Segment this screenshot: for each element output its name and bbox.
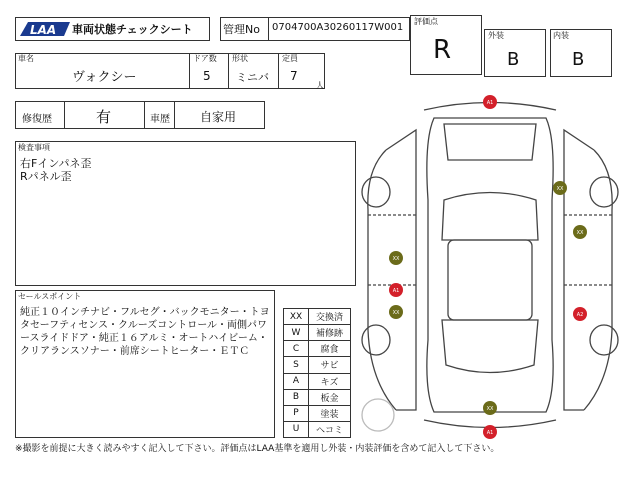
shape-label: 形状 <box>232 54 248 63</box>
management-number: 0704700A30260117W001 <box>272 22 404 33</box>
damage-mark <box>389 251 403 265</box>
damage-mark <box>573 307 587 321</box>
damage-mark <box>389 305 403 319</box>
legend-meaning: キズ <box>309 373 351 389</box>
damage-mark-code: A1 <box>486 100 494 106</box>
exterior-value: B <box>507 49 520 70</box>
legend-code: B <box>284 389 309 405</box>
damage-mark <box>483 425 497 439</box>
legend-meaning: 腐食 <box>309 341 351 357</box>
legend-code: S <box>284 357 309 373</box>
divider <box>174 101 175 129</box>
exterior-label: 外装 <box>488 31 504 40</box>
divider <box>144 101 145 129</box>
car-diagram <box>356 90 624 440</box>
management-label: 管理No <box>223 23 260 36</box>
usage-value: 自家用 <box>200 110 237 124</box>
legend-code: C <box>284 341 309 357</box>
footer-note: ※撮影を前提に大きく読みやすく記入して下さい。評価点はLAA基準を適用し外装・内装評価を含めて記入して下さい。 <box>15 444 500 454</box>
logo-text: LAA <box>30 23 57 37</box>
score-value: R <box>433 35 452 65</box>
legend-row <box>284 357 351 373</box>
legend-row <box>284 421 351 437</box>
divider <box>268 17 269 41</box>
legend-meaning: 交換済 <box>309 309 351 325</box>
legend-row <box>284 309 351 325</box>
shape-value: ミニバ <box>236 71 269 84</box>
doors-value: 5 <box>203 69 211 83</box>
damage-mark-code: A1 <box>392 288 400 294</box>
sales-points-label: セールスポイント <box>18 292 82 301</box>
damage-mark-code: A2 <box>576 312 584 318</box>
legend-meaning: 塗装 <box>309 405 351 421</box>
capacity-label: 定員 <box>282 54 298 63</box>
legend-code: A <box>284 373 309 389</box>
doors-label: ドア数 <box>193 54 217 63</box>
damage-mark <box>483 95 497 109</box>
damage-mark-code: XX <box>556 186 564 192</box>
laa-logo <box>18 20 72 38</box>
damage-mark-code: XX <box>486 406 494 412</box>
legend-code: W <box>284 325 309 341</box>
legend-meaning: 補修跡 <box>309 325 351 341</box>
legend-meaning: ヘコミ <box>309 421 351 437</box>
legend-row <box>284 405 351 421</box>
divider <box>278 53 279 89</box>
inspection-line: 右Fインパネ歪 <box>20 157 92 170</box>
repair-history-label: 修復歴 <box>22 114 52 125</box>
usage-label: 車歴 <box>150 114 170 125</box>
damage-mark-code: XX <box>392 310 400 316</box>
legend-code: XX <box>284 309 309 325</box>
divider <box>189 53 190 89</box>
interior-label: 内装 <box>553 31 569 40</box>
damage-mark <box>483 401 497 415</box>
car-name-label: 車名 <box>18 54 34 63</box>
legend-row <box>284 341 351 357</box>
legend-row <box>284 373 351 389</box>
damage-marks <box>389 95 587 439</box>
inspection-label: 検査事項 <box>18 143 50 152</box>
divider <box>228 53 229 89</box>
legend-row <box>284 389 351 405</box>
damage-mark-code: XX <box>576 230 584 236</box>
damage-mark <box>553 181 567 195</box>
inspection-line: Rパネル歪 <box>20 170 72 183</box>
sheet-title: 車両状態チェックシート <box>72 23 193 36</box>
capacity-value: 7 <box>290 69 298 83</box>
damage-mark-code: A1 <box>486 430 494 436</box>
repair-history-value: 有 <box>96 108 112 126</box>
sales-points-text: 純正１０インチナビ・フルセグ・バックモニター・トヨタセーフティセンス・クルーズコントロール・両側パワースライドドア・純正１６アルミ・オートハイビーム・クリアランスソナー・前席シートヒーター・ＥＴＣ <box>20 307 270 357</box>
interior-value: B <box>572 49 585 70</box>
damage-legend <box>283 308 351 438</box>
damage-mark <box>389 283 403 297</box>
legend-meaning: サビ <box>309 357 351 373</box>
legend-meaning: 板金 <box>309 389 351 405</box>
legend-code: P <box>284 405 309 421</box>
capacity-unit: 人 <box>316 81 324 90</box>
score-label: 評価点 <box>414 17 438 26</box>
divider <box>64 101 65 129</box>
inspection-notes <box>20 157 92 183</box>
damage-mark <box>573 225 587 239</box>
damage-mark-code: XX <box>392 256 400 262</box>
legend-code: U <box>284 421 309 437</box>
legend-row <box>284 325 351 341</box>
car-name-value: ヴォクシー <box>72 70 137 85</box>
